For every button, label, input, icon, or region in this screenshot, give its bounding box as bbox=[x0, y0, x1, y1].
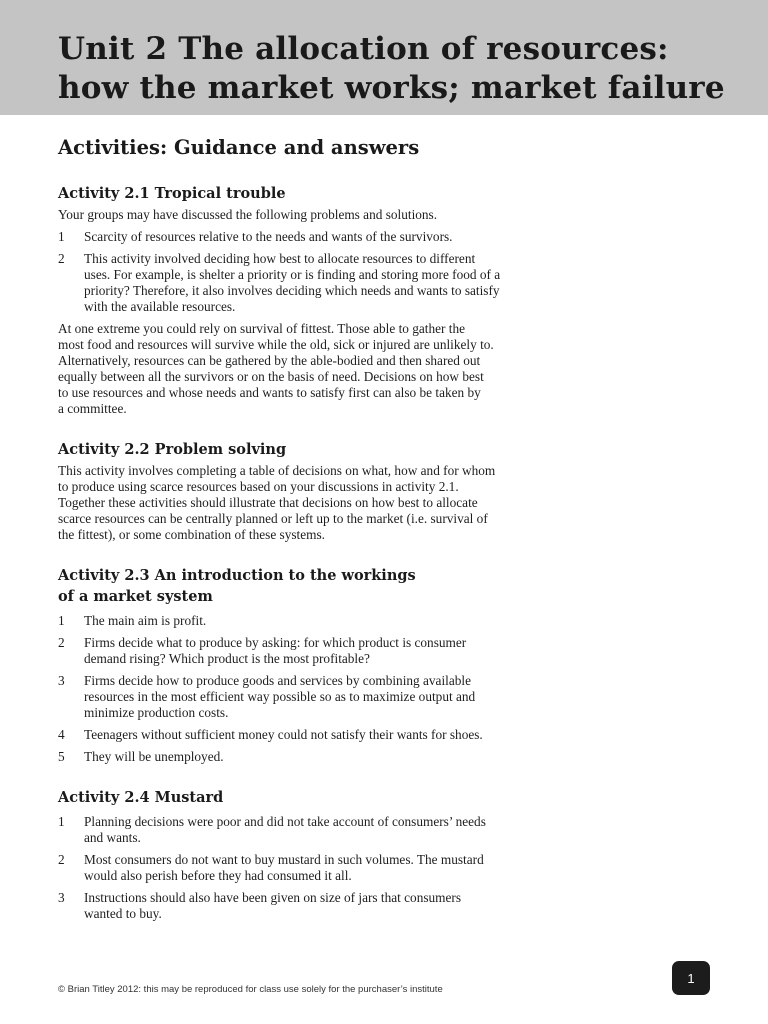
item-text: Firms decide what to produce by asking: for which product is consumer demand rising? Which product is the most profitable? bbox=[84, 635, 467, 666]
item-number: 2 bbox=[58, 251, 65, 266]
item-number: 4 bbox=[58, 727, 65, 742]
activity-2-4 bbox=[58, 787, 558, 922]
item-number: 2 bbox=[58, 635, 65, 650]
list-item bbox=[58, 749, 558, 765]
activity-2-3 bbox=[58, 565, 558, 765]
item-number: 5 bbox=[58, 749, 65, 764]
list-item bbox=[58, 635, 558, 667]
header-banner bbox=[0, 0, 768, 115]
item-text: Scarcity of resources relative to the needs and wants of the survivors. bbox=[84, 229, 453, 244]
activity-2-2 bbox=[58, 439, 558, 543]
page-content bbox=[58, 134, 558, 944]
activity-2-1 bbox=[58, 183, 558, 417]
list-item bbox=[58, 727, 558, 743]
activity-paragraph: This activity involves completing a table of decisions on what, how and for whom to produce using scarce resources based on your discussions in activity 2.1. Together these activities should illustrate that decisions on how best to allocate scarce resources can be centrally planned or left up to the market (i.e. survival of the fittest), or some combination of these systems. bbox=[58, 463, 496, 542]
list-item bbox=[58, 673, 558, 721]
activity-heading: Activity 2.4 Mustard bbox=[58, 789, 224, 806]
unit-title bbox=[58, 30, 725, 108]
list-item bbox=[58, 251, 558, 315]
item-text: This activity involved deciding how best to allocate resources to different uses. For example, is shelter a priority or is finding and storing more food of a priority? Therefore, it also involves deciding which needs and wants to satisfy with the available resources. bbox=[84, 251, 501, 314]
activity-conclusion: At one extreme you could rely on survival of fittest. Those able to gather the most food and resources will survive while the old, sick or injured are unlikely to. Alternatively, resources can be gathered by the able-bodied and then shared out equally between all the survivors or on the basis of need. Decisions on how best to use resources and whose needs and wants to satisfy first can also be taken by a committee. bbox=[58, 321, 494, 416]
item-text: Planning decisions were poor and did not take account of consumers’ needs and wants. bbox=[84, 814, 486, 845]
item-number: 1 bbox=[58, 229, 65, 244]
item-number: 1 bbox=[58, 814, 65, 829]
activity-heading: Activity 2.1 Tropical trouble bbox=[58, 185, 286, 202]
page-number-badge: 1 bbox=[672, 961, 710, 995]
unit-title-line-2: how the market works; market failure bbox=[58, 70, 725, 106]
section-title: Activities: Guidance and answers bbox=[58, 136, 420, 159]
item-number: 2 bbox=[58, 852, 65, 867]
list-item bbox=[58, 890, 558, 922]
item-text: They will be unemployed. bbox=[84, 749, 224, 764]
answer-list bbox=[58, 229, 558, 315]
list-item bbox=[58, 814, 558, 846]
item-text: Instructions should also have been given on size of jars that consumers wanted to buy. bbox=[84, 890, 462, 921]
item-number: 3 bbox=[58, 890, 65, 905]
activity-heading: Activity 2.3 An introduction to the workings of a market system bbox=[58, 567, 416, 605]
answer-list bbox=[58, 814, 558, 922]
item-text: The main aim is profit. bbox=[84, 613, 207, 628]
list-item bbox=[58, 852, 558, 884]
list-item bbox=[58, 229, 558, 245]
item-number: 3 bbox=[58, 673, 65, 688]
item-text: Teenagers without sufficient money could not satisfy their wants for shoes. bbox=[84, 727, 483, 742]
item-text: Most consumers do not want to buy mustard in such volumes. The mustard would also perish before they had consumed it all. bbox=[84, 852, 484, 883]
list-item bbox=[58, 613, 558, 629]
answer-list bbox=[58, 613, 558, 765]
copyright-footer: © Brian Titley 2012: this may be reproduced for class use solely for the purchaser’s institute bbox=[58, 984, 443, 995]
unit-title-line-1: Unit 2 The allocation of resources: bbox=[58, 31, 669, 67]
activity-heading: Activity 2.2 Problem solving bbox=[58, 441, 287, 458]
item-number: 1 bbox=[58, 613, 65, 628]
activity-intro: Your groups may have discussed the following problems and solutions. bbox=[58, 207, 438, 222]
item-text: Firms decide how to produce goods and services by combining available resources in the most efficient way possible so as to maximize output and minimize production costs. bbox=[84, 673, 476, 720]
